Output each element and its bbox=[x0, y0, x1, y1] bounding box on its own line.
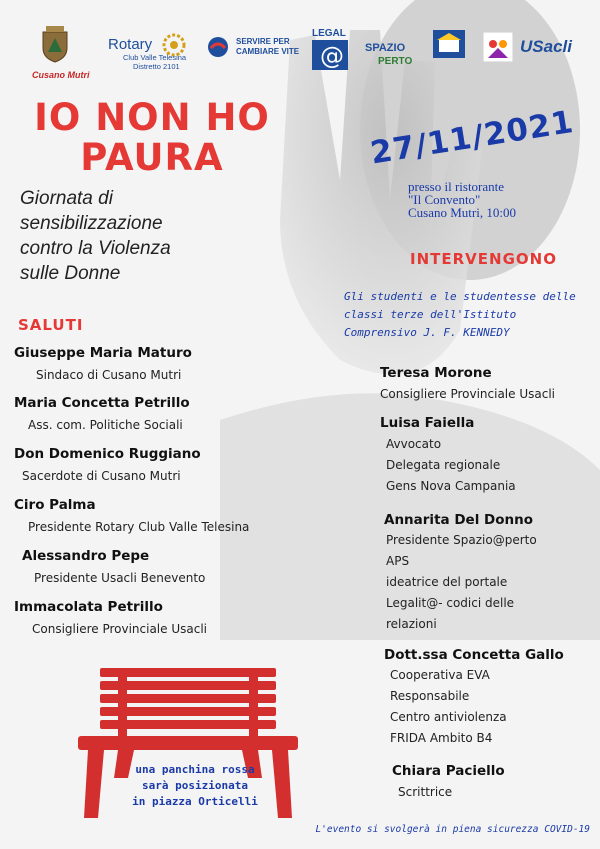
school-logo-icon bbox=[433, 30, 465, 58]
venue-line: "Il Convento" bbox=[408, 192, 481, 207]
spazio-label: SPAZIO bbox=[365, 42, 406, 54]
event-title bbox=[22, 98, 282, 178]
rotary-name: Rotary bbox=[108, 36, 153, 53]
covid-safety-note: L'evento si svolgerà in piena sicurezza COVID-19 bbox=[315, 824, 590, 835]
speaker-name: Teresa Morone bbox=[380, 365, 492, 381]
speaker-role bbox=[386, 434, 516, 497]
saluti-person-role: Ass. com. Politiche Sociali bbox=[28, 418, 183, 432]
students-line: Gli studenti e le studentesse delle bbox=[344, 290, 576, 303]
students-note bbox=[344, 288, 596, 342]
title-line2: PAURA bbox=[80, 136, 224, 179]
saluti-person-name: Giuseppe Maria Maturo bbox=[14, 345, 192, 361]
subtitle-line: sulle Donne bbox=[20, 263, 121, 284]
role-line: Responsabile bbox=[390, 689, 470, 703]
saluti-person-name: Don Domenico Ruggiano bbox=[14, 446, 201, 462]
speaker-role: Consigliere Provinciale Usacli bbox=[380, 387, 555, 401]
role-line: Delegata regionale bbox=[386, 458, 501, 472]
rotary-club: Club Valle Telesina bbox=[123, 53, 187, 62]
speaker-role bbox=[390, 665, 507, 749]
role-line: ideatrice del portale bbox=[386, 575, 508, 589]
saluti-person-name: Alessandro Pepe bbox=[22, 548, 150, 564]
title-line1: IO NON HO bbox=[34, 96, 270, 139]
rotary-district: Distretto 2101 bbox=[133, 62, 180, 71]
bench-caption-line: una panchina rossa bbox=[135, 763, 255, 776]
saluti-person-role: Sindaco di Cusano Mutri bbox=[36, 368, 182, 382]
speaker-name: Annarita Del Donno bbox=[384, 512, 533, 528]
servire-logo-icon bbox=[207, 36, 229, 58]
role-line: Presidente Spazio@perto bbox=[386, 533, 537, 547]
bench-caption bbox=[110, 762, 280, 810]
speaker-name: Dott.ssa Concetta Gallo bbox=[384, 647, 564, 663]
speaker-role bbox=[386, 530, 537, 635]
role-line: Centro antiviolenza bbox=[390, 710, 507, 724]
role-line: Gens Nova Campania bbox=[386, 479, 516, 493]
role-line: FRIDA Ambito B4 bbox=[390, 731, 493, 745]
saluti-person-name: Immacolata Petrillo bbox=[14, 599, 163, 615]
saluti-person-name: Ciro Palma bbox=[14, 497, 96, 513]
venue-line: presso il ristorante bbox=[408, 179, 505, 194]
gens-nova-logo-icon bbox=[483, 32, 513, 62]
servire-line1: SERVIRE PER bbox=[236, 37, 290, 46]
event-date: 27/11/2021 bbox=[368, 103, 577, 172]
saluti-person-role: Sacerdote di Cusano Mutri bbox=[22, 469, 181, 483]
students-line: Comprensivo J. F. KENNEDY bbox=[344, 326, 510, 339]
bench-caption-line: sarà posizionata bbox=[142, 779, 248, 792]
legal-label: LEGAL bbox=[312, 28, 346, 39]
svg-text:@: @ bbox=[320, 42, 344, 70]
bench-caption-line: in piazza Orticelli bbox=[132, 795, 258, 808]
role-line: Cooperativa EVA bbox=[390, 668, 490, 682]
legal-at-icon bbox=[312, 40, 348, 70]
speaker-name: Chiara Paciello bbox=[392, 763, 505, 779]
event-subtitle bbox=[20, 186, 220, 286]
saluti-person-role: Presidente Usacli Benevento bbox=[34, 571, 206, 585]
saluti-person-role: Presidente Rotary Club Valle Telesina bbox=[28, 520, 250, 534]
usacli-label: USacli bbox=[520, 37, 572, 56]
students-line: classi terze dell'Istituto bbox=[344, 308, 517, 321]
subtitle-line: contro la Violenza bbox=[20, 238, 171, 259]
sponsor-logo-row bbox=[0, 20, 600, 80]
subtitle-line: sensibilizzazione bbox=[20, 213, 163, 234]
subtitle-line: Giornata di bbox=[20, 188, 113, 209]
saluti-person-name: Maria Concetta Petrillo bbox=[14, 395, 190, 411]
role-line: APS bbox=[386, 554, 410, 568]
role-line: Avvocato bbox=[386, 437, 442, 451]
role-line: relazioni bbox=[386, 617, 437, 631]
cusano-crest-icon bbox=[40, 24, 70, 64]
saluti-person-role: Consigliere Provinciale Usacli bbox=[32, 622, 207, 636]
venue-line: Cusano Mutri, 10:00 bbox=[408, 205, 516, 220]
speaker-role: Scrittrice bbox=[398, 785, 453, 799]
spazio-sub: PERTO bbox=[378, 56, 413, 67]
speaker-name: Luisa Faiella bbox=[380, 415, 475, 431]
saluti-heading: SALUTI bbox=[18, 316, 84, 334]
cusano-label: Cusano Mutri bbox=[32, 70, 90, 80]
servire-line2: CAMBIARE VITE bbox=[236, 47, 300, 56]
role-line: Legalit@- codici delle bbox=[386, 596, 515, 610]
event-venue bbox=[408, 180, 598, 219]
intervengono-heading: INTERVENGONO bbox=[410, 250, 557, 268]
